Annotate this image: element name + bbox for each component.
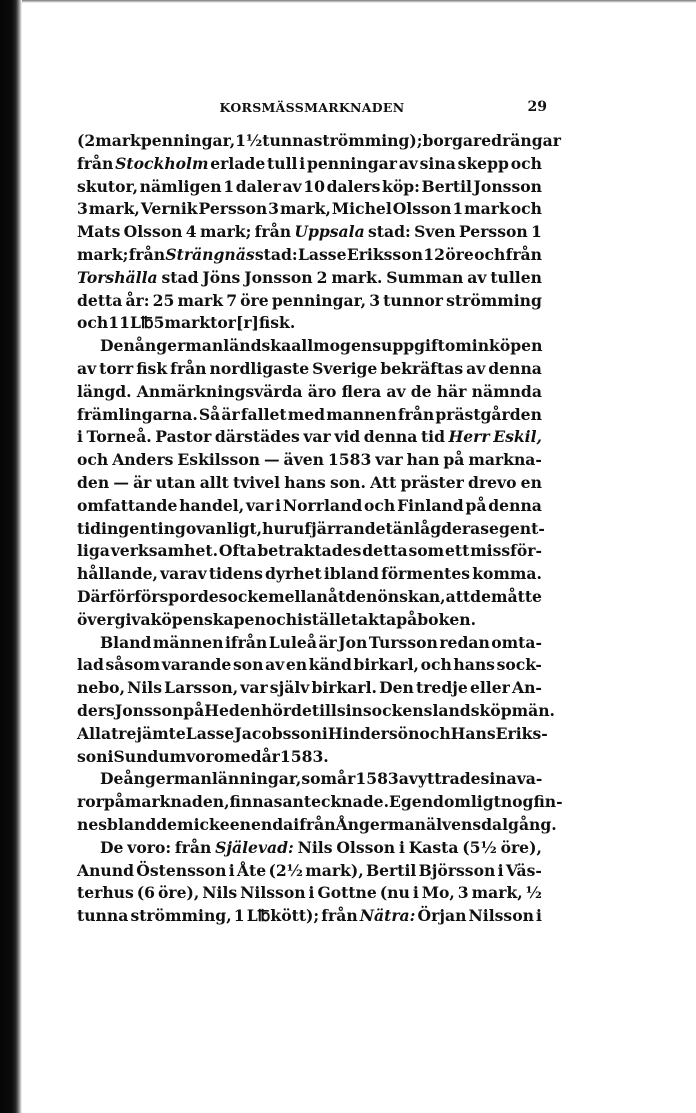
- body-text: [77, 130, 563, 928]
- text-line: tunna strömming, 1 L℔kött); från Nätra: Örjan Nilsson i: [77, 906, 542, 926]
- page-number: 29: [527, 99, 547, 115]
- paragraph: [77, 335, 545, 631]
- text-line: Mats Olsson 4 mark; från Uppsala stad: Sven Persson 1: [77, 222, 542, 242]
- text-line: Anund Östensson i Åte (2½ mark), Bertil Björsson i Väs-: [77, 860, 542, 880]
- text-line: från Stockholm erlade tull i penningar av sina skepp och: [77, 153, 542, 173]
- text-line: och 11 L℔ 5 mark tor[r]fisk.: [77, 313, 296, 333]
- paragraph: [77, 130, 561, 335]
- text-line: nes bland dem icke en enda ifrån Ångermanälvens dalgång.: [77, 814, 557, 834]
- text-line: Bland männen ifrån Luleå är Jon Tursson redan omta-: [100, 632, 542, 652]
- paragraph: [77, 768, 563, 836]
- text-line: främlingarna. Så är fallet med mannen från prästgården: [77, 404, 542, 424]
- text-line: nebo, Nils Larsson, var själv birkarl. Den tredje eller An-: [77, 678, 542, 698]
- running-title: KORSMÄSSMARKNADEN: [219, 100, 405, 115]
- text-line: Den ångermanländska allmogens uppgift om inköpen: [100, 336, 543, 356]
- text-line: av torr fisk från nordligaste Sverige bekräftas av denna: [77, 358, 542, 378]
- book-binding-shadow: [0, 0, 22, 1113]
- page-header: [77, 100, 547, 120]
- text-line: De ångermanlänningar, som år 1583 avyttrade sina va-: [100, 769, 543, 789]
- text-line: son i Sundum voro med år 1583.: [77, 746, 329, 766]
- text-line: tid ingenting ovanligt, huru fjärran det än låg deras egent-: [77, 518, 545, 538]
- text-line: terhus (6 öre), Nils Nilsson i Gottne (nu i Mo, 3 mark, ½: [77, 883, 542, 903]
- text-line: Därför förspordes ock emellanåt den önskan, att de måtte: [77, 586, 542, 606]
- text-line: den — är utan allt tvivel hans son. Att präster drevo en: [77, 472, 542, 492]
- text-line: detta år: 25 mark 7 öre penningar, 3 tunnor strömming: [77, 290, 542, 310]
- text-line: (2 mark penningar, 1½ tunna strömming); borgaredrängar: [77, 131, 561, 150]
- text-line: De voro: från Själevad: Nils Olsson i Kasta (5½ öre),: [100, 837, 542, 857]
- text-line: längd. Anmärkningsvärda äro flera av de här nämnda: [77, 381, 542, 401]
- text-line: ror på marknaden, finnas antecknade. Egendomligt nog fin-: [77, 792, 563, 812]
- paragraph: [77, 632, 555, 769]
- text-line: Alla tre jämte Lasse Jacobsson i Hindersön och Hans Eriks-: [77, 723, 548, 743]
- text-line: Torshälla stad Jöns Jonsson 2 mark. Summan av tullen: [77, 267, 542, 287]
- text-line: ders Jonsson på Heden hörde till sin sockens landsköpmän.: [77, 700, 555, 720]
- text-line: 3 mark, Vernik Persson 3 mark, Michel Olsson 1 mark och: [77, 199, 542, 219]
- text-line: omfattande handel, var i Norrland och Finland på denna: [77, 495, 542, 515]
- text-line: liga verksamhet. Ofta betraktades detta som ett missför-: [77, 541, 542, 561]
- text-line: mark; från Strängnäs stad: Lasse Eriksson 12 öre och från: [77, 244, 542, 264]
- paragraph: [77, 837, 542, 928]
- text-line: skutor, nämligen 1 daler av 10 dalers köp: Bertil Jonsson: [77, 176, 542, 196]
- text-line: och Anders Eskilsson — även 1583 var han på markna-: [77, 450, 542, 470]
- page-top-edge: [22, 0, 696, 3]
- text-line: övergiva köpenskapen och i stället akta på boken.: [77, 609, 477, 629]
- text-line: lad såsom varande son av en känd birkarl, och hans sock-: [77, 655, 542, 675]
- text-line: hållande, varav tidens dyrhet ibland förmentes komma.: [77, 564, 542, 584]
- text-line: i Torneå. Pastor därstädes var vid denna tid Herr Eskil,: [77, 427, 542, 447]
